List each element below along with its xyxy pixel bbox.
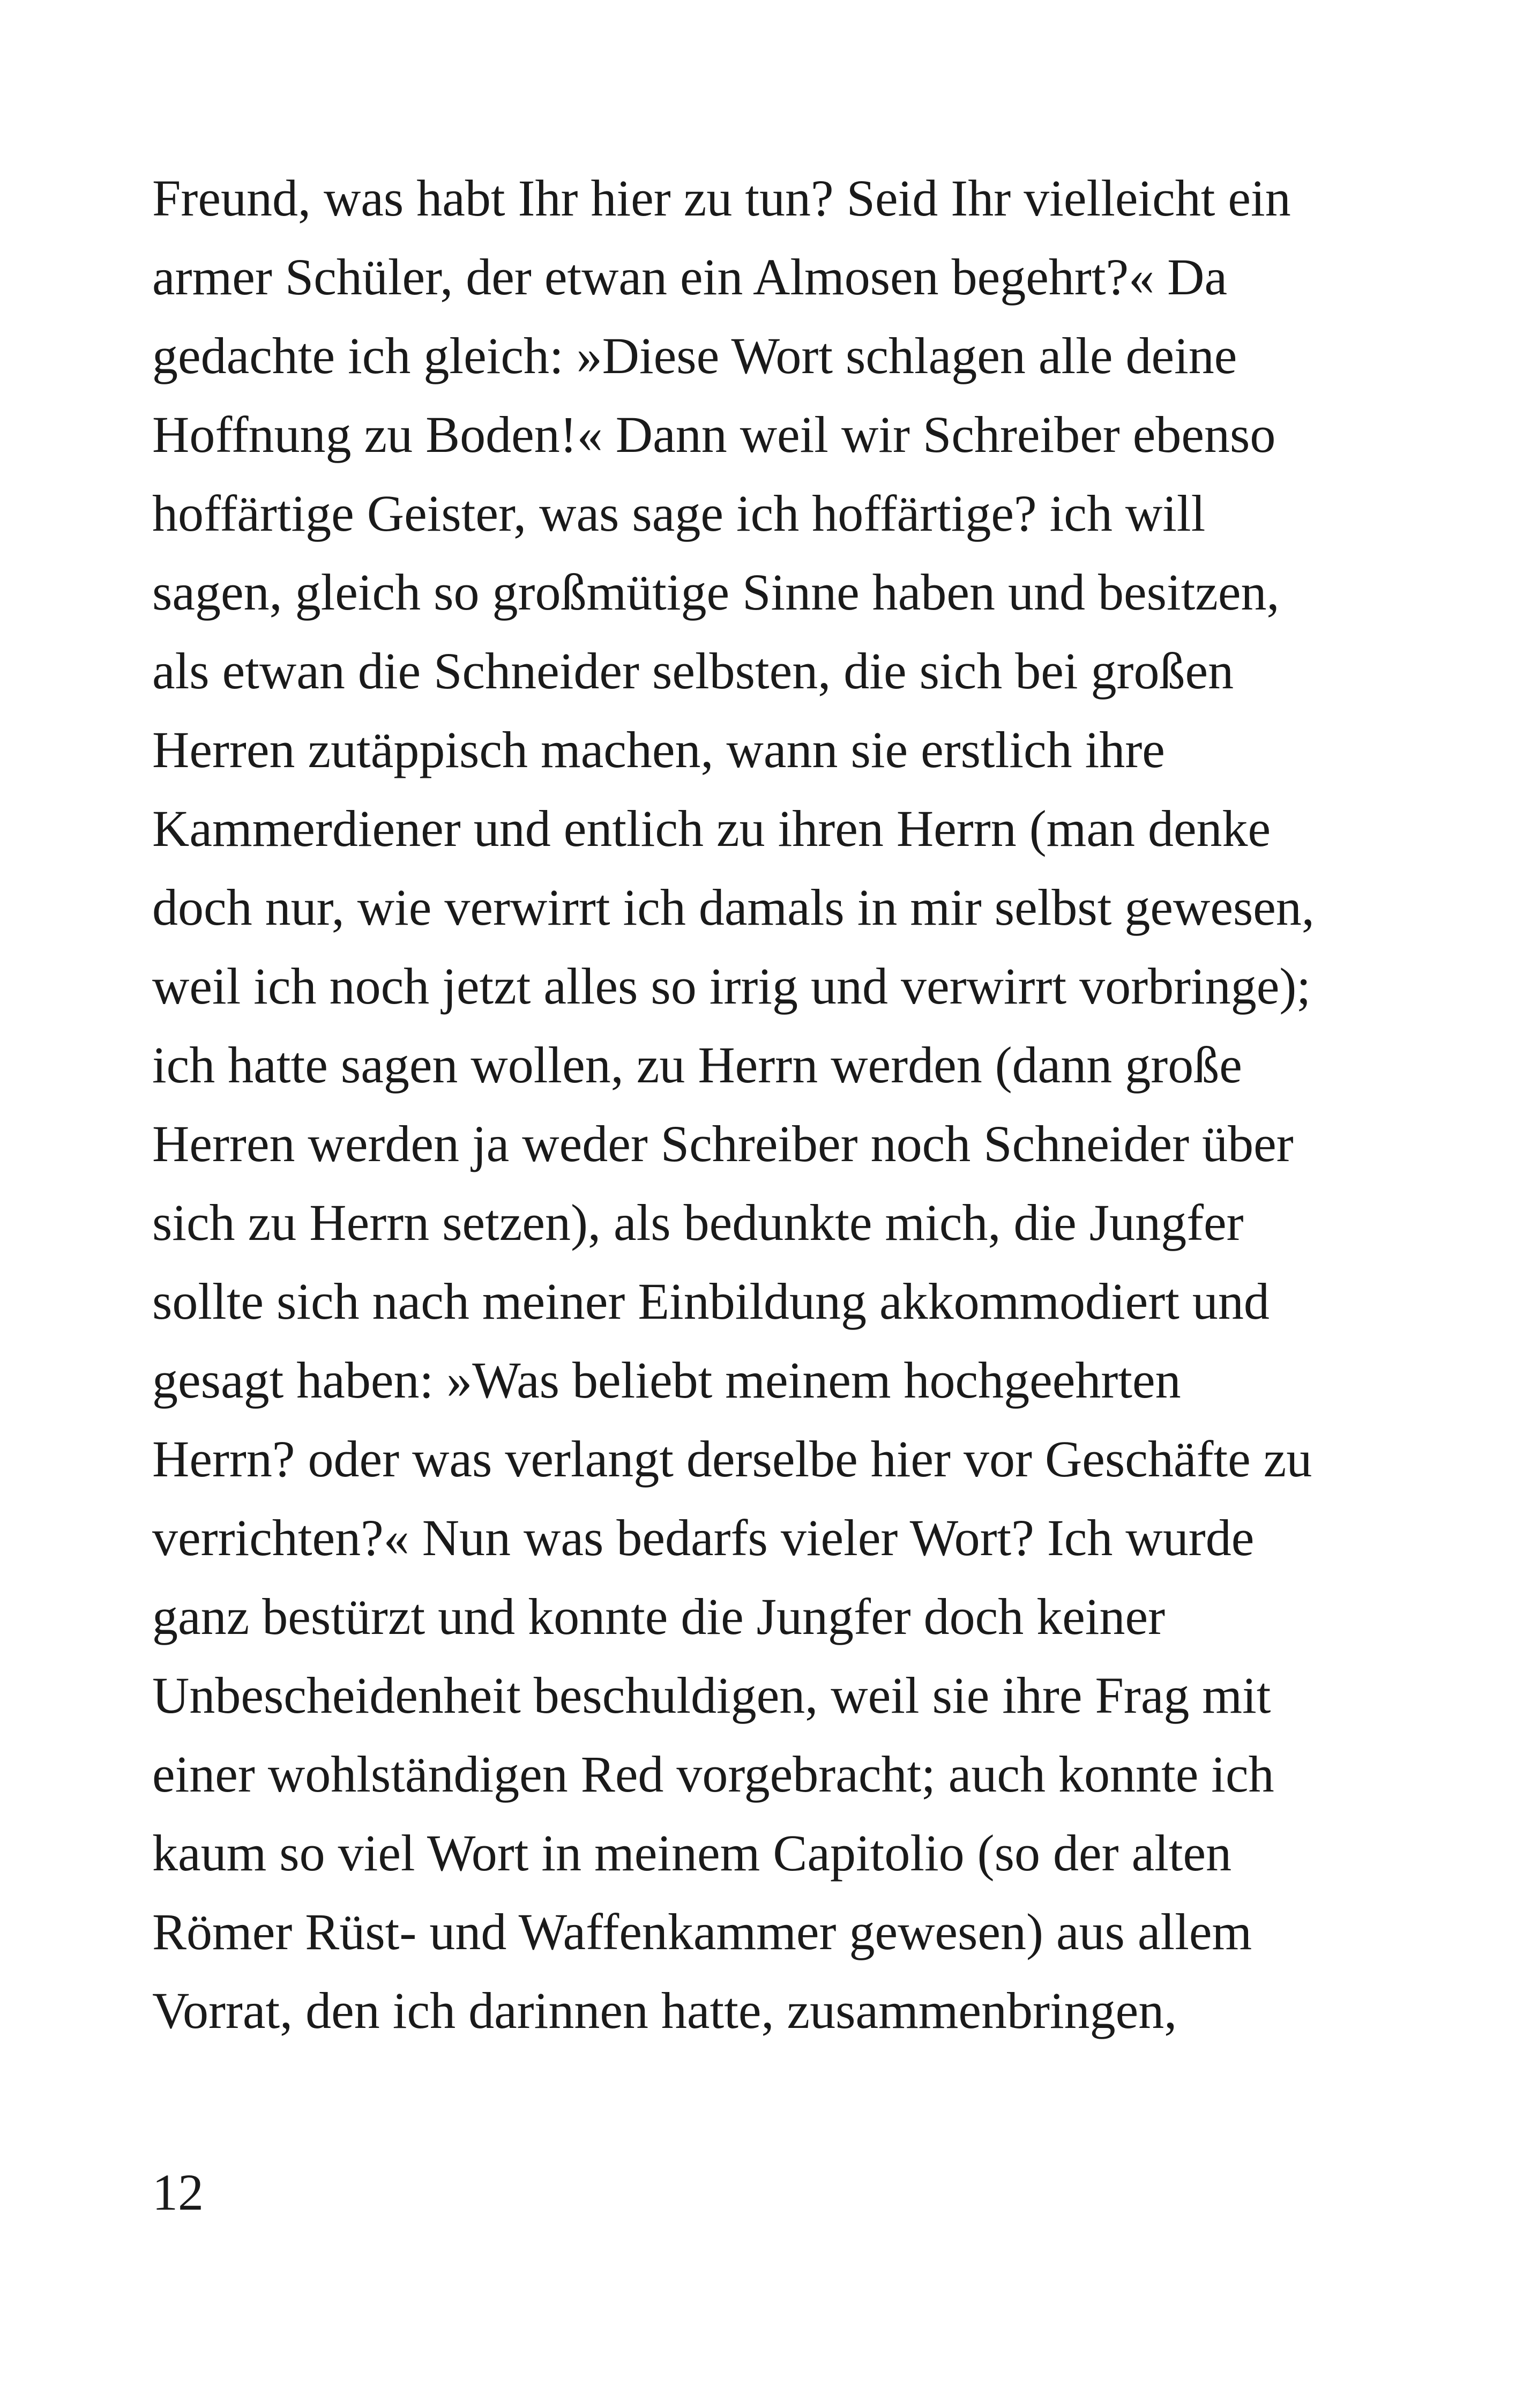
- text-line: Vorrat, den ich darinnen hatte, zusammenbringen,: [152, 1982, 1177, 2039]
- text-line: Römer Rüst- und Waffenkammer gewesen) aus allem: [152, 1903, 1252, 1960]
- body-text: [152, 159, 1401, 2050]
- text-line: Herren werden ja weder Schreiber noch Schneider über: [152, 1115, 1294, 1172]
- text-line: Herrn? oder was verlangt derselbe hier vor Geschäfte zu: [152, 1430, 1312, 1488]
- text-line: einer wohlständigen Red vorgebracht; auch konnte ich: [152, 1745, 1274, 1803]
- text-line: verrichten?« Nun was bedarfs vieler Wort? Ich wurde: [152, 1509, 1255, 1566]
- text-line: Hoffnung zu Boden!« Dann weil wir Schreiber ebenso: [152, 406, 1276, 463]
- page-number: 12: [152, 2164, 204, 2221]
- text-line: kaum so viel Wort in meinem Capitolio (so der alten: [152, 1824, 1232, 1882]
- text-line: doch nur, wie verwirrt ich damals in mir selbst gewesen,: [152, 879, 1315, 936]
- text-line: sagen, gleich so großmütige Sinne haben und besitzen,: [152, 563, 1280, 621]
- text-line: gedachte ich gleich: »Diese Wort schlagen alle deine: [152, 327, 1237, 384]
- text-line: sollte sich nach meiner Einbildung akkommodiert und: [152, 1273, 1270, 1330]
- text-line: Herren zutäppisch machen, wann sie erstlich ihre: [152, 721, 1165, 778]
- text-line: sich zu Herrn setzen), als bedunkte mich, die Jungfer: [152, 1194, 1244, 1251]
- text-line: hoffärtige Geister, was sage ich hoffärtige? ich will: [152, 485, 1206, 542]
- text-line: Kammerdiener und entlich zu ihren Herrn (man denke: [152, 800, 1271, 857]
- text-line: als etwan die Schneider selbsten, die sich bei großen: [152, 642, 1234, 700]
- text-line: weil ich noch jetzt alles so irrig und verwirrt vorbringe);: [152, 957, 1311, 1015]
- text-line: ich hatte sagen wollen, zu Herrn werden (dann große: [152, 1036, 1242, 1094]
- text-line: Unbescheidenheit beschuldigen, weil sie ihre Frag mit: [152, 1667, 1271, 1724]
- text-line: gesagt haben: »Was beliebt meinem hochgeehrten: [152, 1351, 1181, 1409]
- text-line: ganz bestürzt und konnte die Jungfer doch keiner: [152, 1588, 1166, 1645]
- text-line: armer Schüler, der etwan ein Almosen begehrt?« Da: [152, 248, 1228, 306]
- text-line: Freund, was habt Ihr hier zu tun? Seid Ihr vielleicht ein: [152, 169, 1291, 227]
